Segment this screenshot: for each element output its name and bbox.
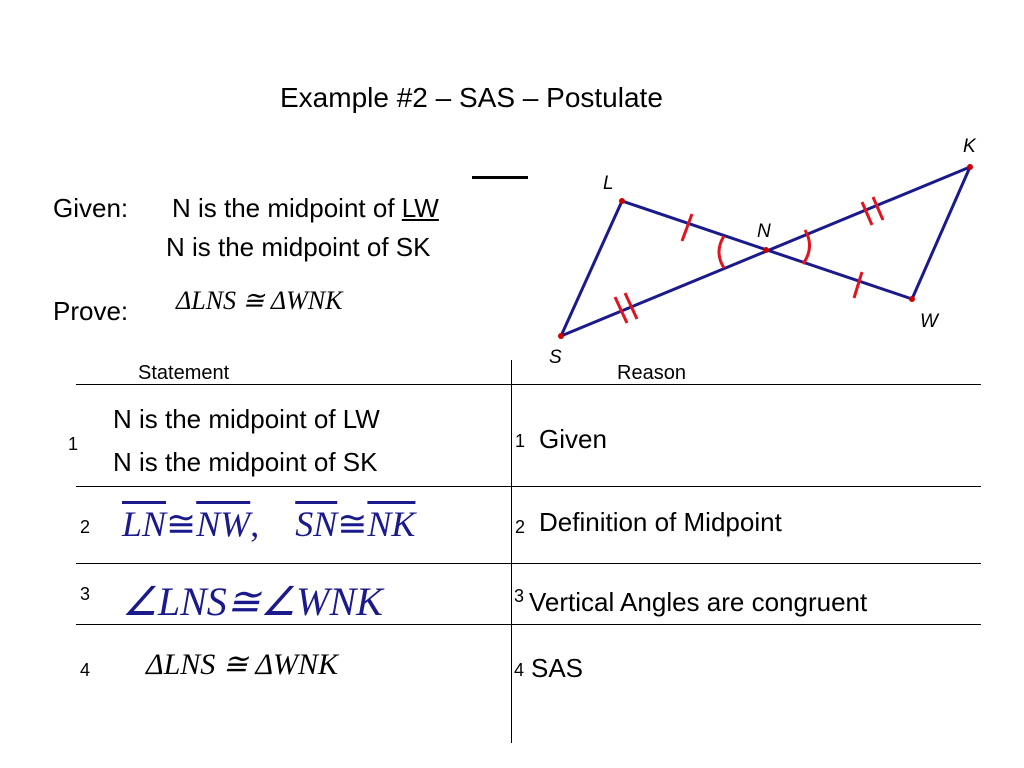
label-w: W bbox=[920, 311, 938, 332]
row-1-reason-number: 1 bbox=[515, 431, 526, 451]
table-divider bbox=[511, 360, 512, 743]
row-1-number: 1 bbox=[68, 434, 79, 454]
given-segment-lw: LW bbox=[401, 193, 439, 223]
row-2-reason-number: 2 bbox=[515, 517, 526, 537]
given-label: Given: bbox=[53, 193, 129, 223]
seg-nw: $\overline{NW}$ bbox=[196, 504, 251, 544]
label-s: S bbox=[549, 347, 562, 368]
row-4-reason-number: 4 bbox=[514, 660, 525, 680]
point-s bbox=[558, 333, 564, 339]
row-line-2 bbox=[76, 563, 981, 564]
row-3-reason: Vertical Angles are congruent bbox=[529, 587, 868, 617]
prove-label: Prove: bbox=[53, 296, 129, 326]
row-3-reason-number: 3 bbox=[514, 586, 525, 606]
tick-ln bbox=[682, 214, 692, 241]
prove-statement: ΔLNS ≅ ΔWNK bbox=[176, 286, 343, 315]
tick-nk-1 bbox=[862, 202, 872, 225]
point-n bbox=[763, 247, 769, 253]
row-2-statement bbox=[122, 503, 415, 545]
row-2-reason: Definition of Midpoint bbox=[539, 507, 782, 537]
row-4-number: 4 bbox=[80, 660, 91, 680]
label-n: N bbox=[757, 221, 771, 242]
seg-sn: $\overline{SN}$ bbox=[295, 504, 338, 544]
statement-comma: , bbox=[250, 504, 260, 544]
point-k bbox=[967, 164, 973, 170]
row-1-statement-line-1: N is the midpoint of LW bbox=[113, 404, 380, 434]
row-1-statement-line-2: N is the midpoint of SK bbox=[113, 447, 378, 477]
row-2-number: 2 bbox=[80, 517, 91, 537]
row-3-number: 3 bbox=[80, 584, 91, 604]
tick-nk-2 bbox=[873, 197, 883, 220]
row-line-1 bbox=[76, 486, 981, 487]
tick-nw bbox=[854, 272, 862, 298]
cong-symbol-2: ≅ bbox=[337, 504, 368, 544]
seg-nk: $\overline{NK}$ bbox=[367, 504, 416, 544]
congruence-ticks bbox=[615, 197, 883, 323]
header-reason: Reason bbox=[617, 362, 686, 384]
point-w bbox=[909, 296, 915, 302]
header-statement: Statement bbox=[138, 362, 230, 384]
row-1-reason: Given bbox=[539, 424, 607, 454]
seg-ln: $\overline{LN}$ bbox=[122, 504, 167, 544]
row-4-statement: ΔLNS ≅ ΔWNK bbox=[146, 648, 339, 681]
given-line-2: N is the midpoint of SK bbox=[166, 232, 431, 262]
label-l: L bbox=[603, 173, 614, 194]
angle-arc-lns bbox=[719, 236, 724, 268]
label-k: K bbox=[963, 136, 976, 157]
point-l bbox=[619, 198, 625, 204]
given-line-1-text: N is the midpoint of bbox=[172, 193, 402, 223]
row-3-statement: ∠LNS≅∠WNK bbox=[122, 579, 383, 624]
cong-symbol-1: ≅ bbox=[166, 504, 197, 544]
page-title: Example #2 – SAS – Postulate bbox=[280, 82, 663, 113]
row-4-reason: SAS bbox=[531, 653, 584, 683]
